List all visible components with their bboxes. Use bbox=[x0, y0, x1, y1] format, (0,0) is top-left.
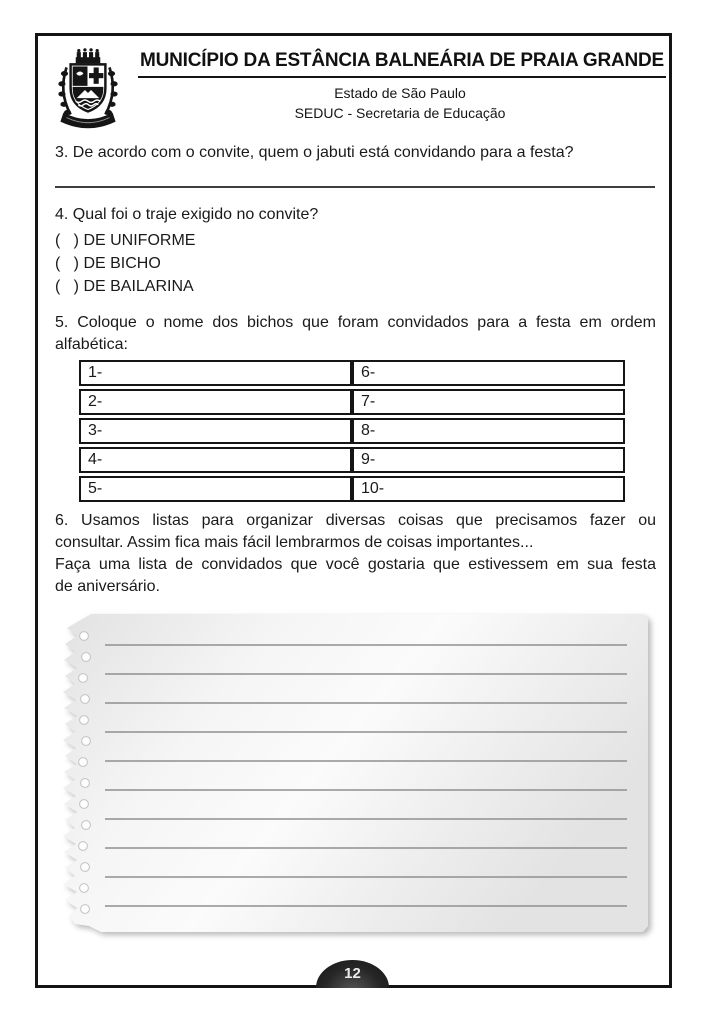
table-cell-2: 2- bbox=[79, 389, 352, 415]
question-4-option-uniforme: ( ) DE UNIFORME bbox=[55, 232, 196, 249]
header-subtitle-state: Estado de São Paulo bbox=[334, 85, 466, 101]
table-cell-8: 8- bbox=[352, 418, 625, 444]
table-row bbox=[79, 476, 625, 502]
table-cell-3: 3- bbox=[79, 418, 352, 444]
header-subtitle-department: SEDUC - Secretaria de Educação bbox=[294, 105, 506, 121]
table-cell-6: 6- bbox=[352, 360, 625, 386]
question-4-options bbox=[55, 229, 195, 298]
question-4-text: 4. Qual foi o traje exigido no convite? bbox=[55, 206, 319, 223]
header bbox=[138, 50, 665, 123]
question-4-option-bailarina: ( ) DE BAILARINA bbox=[55, 278, 194, 295]
question-6-text bbox=[55, 510, 656, 598]
question-6-text-line-3: Faça uma lista de convidados que você gostaria que estivessem em sua festa bbox=[55, 556, 656, 573]
table-row bbox=[79, 418, 625, 444]
notebook-paper-graphic bbox=[55, 612, 651, 939]
page-number: 12 bbox=[344, 964, 361, 982]
torn-edge bbox=[63, 614, 648, 932]
table-cell-9: 9- bbox=[352, 447, 625, 473]
question-6-text-line-1: 6. Usamos listas para organizar diversas coisas que precisamos fazer ou bbox=[55, 512, 656, 529]
table-cell-10: 10- bbox=[352, 476, 625, 502]
table-cell-7: 7- bbox=[352, 389, 625, 415]
table-row bbox=[79, 360, 625, 386]
header-title: MUNICÍPIO DA ESTÂNCIA BALNEÁRIA DE PRAIA GRANDE bbox=[138, 50, 666, 78]
question-6-text-line-2: consultar. Assim fica mais fácil lembrarmos de coisas importantes... bbox=[55, 534, 534, 551]
crown-icon bbox=[76, 48, 101, 63]
table-row bbox=[79, 389, 625, 415]
question-5-text bbox=[55, 312, 656, 356]
notebook-paper bbox=[55, 612, 651, 939]
question-5-text-line-1: 5. Coloque o nome dos bichos que foram convidados para a festa em ordem bbox=[55, 314, 656, 331]
animals-list-table bbox=[79, 357, 625, 505]
table-cell-1: 1- bbox=[79, 360, 352, 386]
shield-icon bbox=[71, 64, 106, 111]
table-row bbox=[79, 447, 625, 473]
table-cell-4: 4- bbox=[79, 447, 352, 473]
question-3-answer-line bbox=[55, 186, 655, 188]
question-3-text: 3. De acordo com o convite, quem o jabuti está convidando para a festa? bbox=[55, 144, 574, 161]
municipality-coat-of-arms-logo bbox=[56, 47, 120, 137]
table-cell-5: 5- bbox=[79, 476, 352, 502]
question-6-text-line-4: de aniversário. bbox=[55, 578, 160, 595]
question-4-option-bicho: ( ) DE BICHO bbox=[55, 255, 161, 272]
question-5-text-line-2: alfabética: bbox=[55, 336, 128, 353]
